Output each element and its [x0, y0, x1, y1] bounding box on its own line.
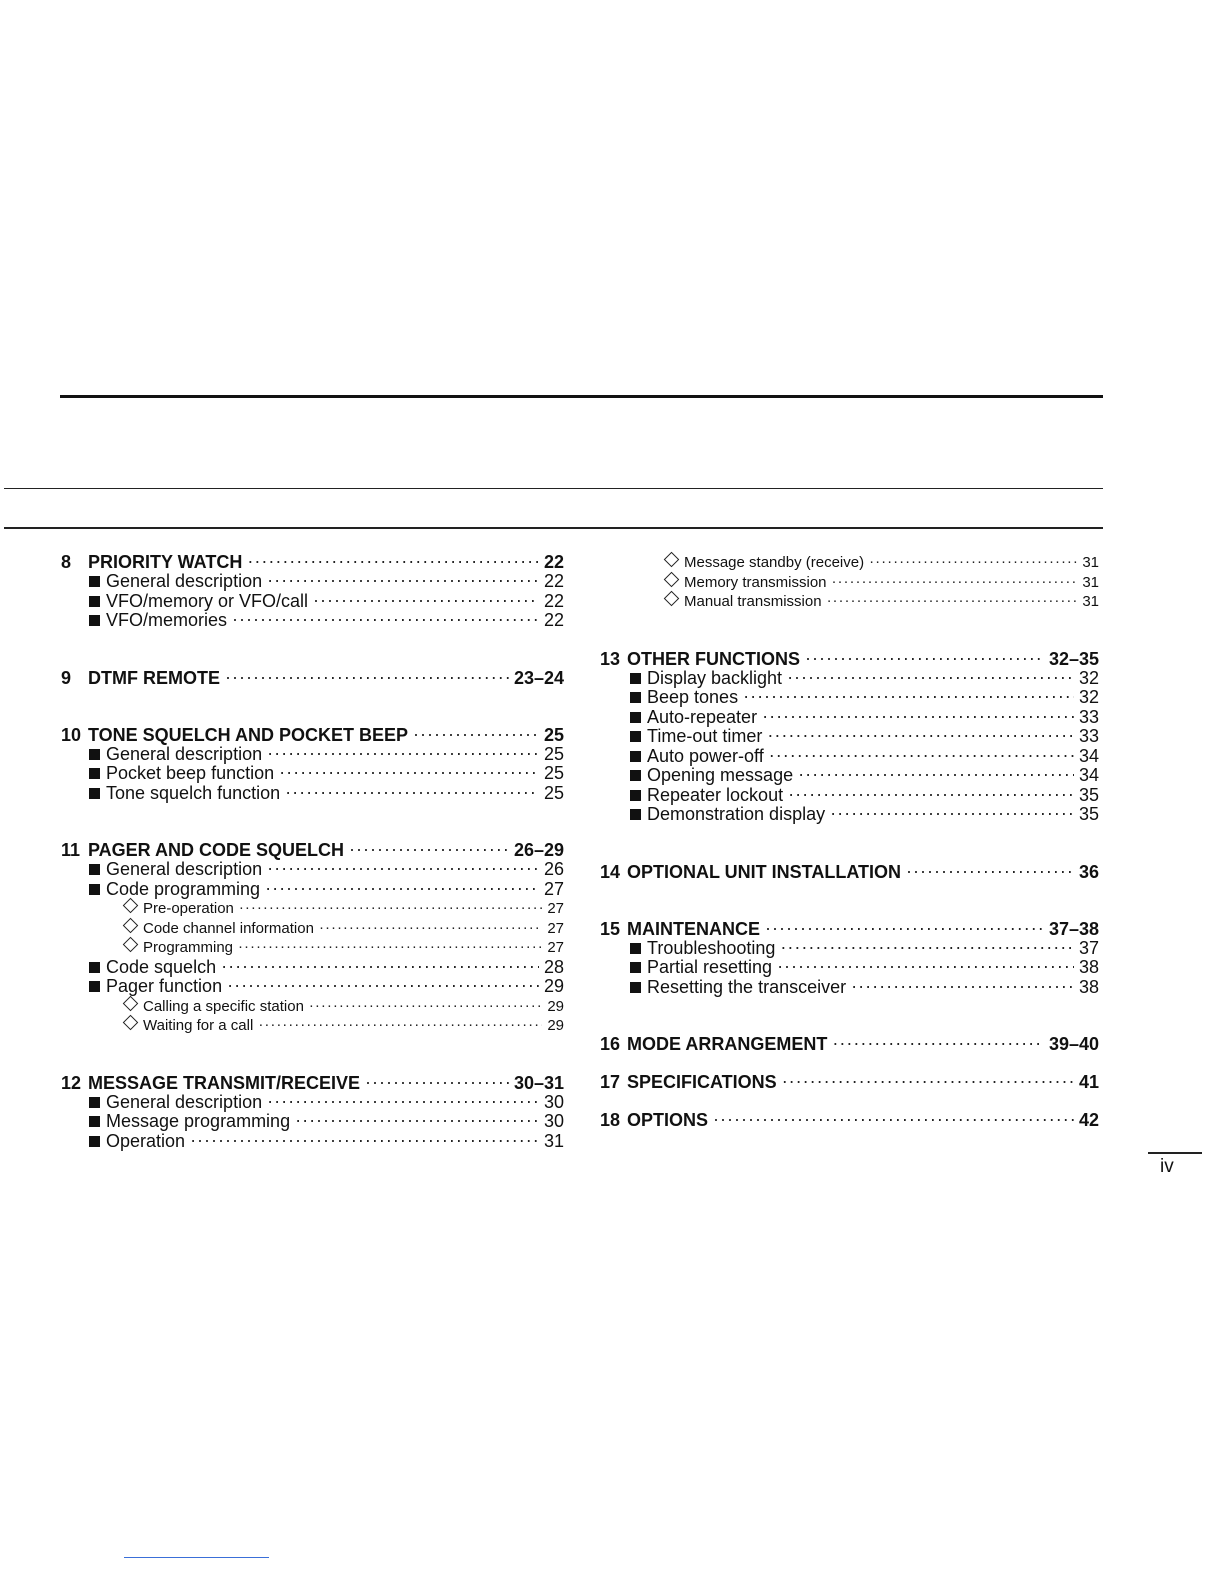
toc-entry[interactable]	[600, 978, 1099, 998]
dot-leader	[309, 996, 542, 1011]
toc-section-13	[600, 650, 1099, 825]
page-number: 35	[1078, 784, 1099, 805]
square-bullet-icon	[89, 596, 100, 607]
diamond-bullet-icon	[664, 552, 680, 568]
toc-entry[interactable]	[61, 1132, 564, 1152]
page-number: 31	[1082, 573, 1099, 591]
square-bullet-icon	[630, 673, 641, 684]
square-bullet-icon	[630, 712, 641, 723]
section-title: MESSAGE TRANSMIT/RECEIVE	[88, 1072, 361, 1093]
page-number: 29	[547, 997, 564, 1015]
toc-entry[interactable]	[600, 688, 1099, 708]
toc-subentry[interactable]	[600, 573, 1099, 593]
dot-leader	[267, 1092, 539, 1110]
dot-leader	[232, 610, 539, 628]
toc-entry[interactable]	[600, 747, 1099, 767]
toc-section-9	[61, 669, 564, 688]
folio-rule	[1148, 1152, 1202, 1154]
dot-leader	[349, 840, 509, 858]
page-number: 34	[1078, 765, 1099, 785]
page-number: 29	[547, 1017, 564, 1034]
section-number: 18	[600, 1110, 621, 1130]
diamond-bullet-icon	[123, 937, 139, 953]
page-number: 39–40	[1048, 1034, 1099, 1054]
toc-entry[interactable]	[600, 805, 1099, 825]
toc-entry[interactable]	[61, 860, 564, 880]
entry-label: Message standby (receive)	[684, 554, 865, 571]
toc-entry[interactable]	[61, 611, 564, 631]
section-number: 11	[61, 840, 81, 860]
dot-leader	[221, 957, 539, 975]
page-number: 32–35	[1048, 648, 1099, 669]
toc-entry[interactable]	[61, 784, 564, 804]
toc-heading[interactable]	[61, 726, 564, 745]
dot-leader	[851, 977, 1074, 995]
diamond-bullet-icon	[664, 571, 680, 587]
diamond-bullet-icon	[123, 995, 139, 1011]
page-number: 42	[1078, 1110, 1099, 1130]
page-number: 26–29	[513, 840, 564, 860]
page-number: 41	[1078, 1072, 1099, 1092]
page-number: 27	[547, 900, 564, 917]
toc-entry[interactable]	[600, 727, 1099, 747]
diamond-bullet-icon	[123, 898, 139, 914]
page-number: 31	[1082, 593, 1099, 610]
entry-label: Pager function	[106, 976, 223, 996]
entry-label: Message programming	[106, 1111, 291, 1131]
entry-label: Resetting the transceiver	[647, 976, 847, 997]
dot-leader	[267, 571, 539, 589]
toc-entry[interactable]	[600, 708, 1099, 728]
toc-heading[interactable]	[61, 1074, 564, 1093]
entry-label: Demonstration display	[647, 804, 826, 824]
entry-label: General description	[106, 1091, 263, 1112]
toc-section-17	[600, 1073, 1099, 1092]
page-number: 25	[543, 782, 564, 803]
page-number: 27	[543, 878, 564, 899]
toc-entry[interactable]	[600, 669, 1099, 689]
page-number: 31	[1082, 554, 1099, 571]
dot-leader	[267, 859, 539, 877]
page-number: 34	[1078, 745, 1099, 766]
dot-leader	[788, 785, 1074, 803]
entry-label: Pocket beep function	[106, 763, 275, 783]
page-number: 27	[547, 939, 564, 956]
entry-label: Operation	[106, 1130, 186, 1151]
dot-leader	[190, 1131, 539, 1149]
toc-heading[interactable]	[61, 669, 564, 688]
page-number: 33	[1078, 726, 1099, 746]
square-bullet-icon	[630, 790, 641, 801]
toc-subentry[interactable]	[600, 592, 1099, 612]
entry-label: Tone squelch function	[106, 782, 281, 803]
dot-leader	[798, 765, 1074, 783]
toc-left-column	[61, 553, 564, 1151]
toc-entry[interactable]	[61, 764, 564, 784]
toc-section-10	[61, 726, 564, 804]
section-number: 17	[600, 1072, 621, 1092]
section-number: 12	[61, 1072, 82, 1093]
toc-subentry[interactable]	[61, 899, 564, 919]
page-number: 25	[543, 763, 564, 783]
dot-leader	[239, 898, 542, 913]
dot-leader	[267, 744, 539, 762]
page-number: 25	[543, 743, 564, 764]
entry-label: VFO/memories	[106, 610, 228, 630]
toc-subentry[interactable]	[61, 938, 564, 958]
entry-label: Display backlight	[647, 667, 783, 688]
entry-label: Repeater lockout	[647, 784, 784, 805]
dot-leader	[832, 572, 1078, 587]
section-number: 15	[600, 918, 621, 939]
page-number: 32	[1078, 667, 1099, 688]
dot-leader	[869, 552, 1077, 567]
square-bullet-icon	[630, 943, 641, 954]
entry-label: Opening message	[647, 765, 794, 785]
toc-entry[interactable]	[61, 572, 564, 592]
toc-heading[interactable]	[600, 650, 1099, 669]
square-bullet-icon	[630, 692, 641, 703]
entry-label: Calling a specific station	[143, 997, 304, 1015]
dot-leader	[225, 668, 509, 686]
entry-label: Manual transmission	[684, 593, 822, 610]
page-number: 22	[543, 552, 564, 572]
square-bullet-icon	[89, 615, 100, 626]
toc-entry[interactable]	[61, 1112, 564, 1132]
toc-entry[interactable]	[61, 592, 564, 612]
entry-label: Code channel information	[143, 919, 314, 937]
page-number: 30–31	[513, 1072, 564, 1093]
entry-label: Time-out timer	[647, 726, 763, 746]
dot-leader	[805, 649, 1044, 667]
dot-leader	[767, 726, 1074, 744]
dot-leader	[713, 1110, 1074, 1128]
page-number: 38	[1078, 976, 1099, 997]
square-bullet-icon	[89, 1136, 100, 1147]
dot-leader	[285, 783, 539, 801]
page-number: 32	[1078, 687, 1099, 707]
page-number: 26	[543, 859, 564, 879]
toc-entry[interactable]	[600, 786, 1099, 806]
page-number: 30	[543, 1091, 564, 1112]
page-number: 30	[543, 1111, 564, 1131]
dot-leader	[743, 687, 1074, 705]
dot-leader	[780, 938, 1074, 956]
toc-heading[interactable]	[61, 841, 564, 860]
section-title: MAINTENANCE	[627, 918, 760, 939]
entry-label: Code programming	[106, 878, 261, 899]
page-number: 28	[543, 956, 564, 977]
toc-section-8	[61, 553, 564, 631]
dot-leader	[827, 591, 1078, 606]
square-bullet-icon	[89, 749, 100, 760]
square-bullet-icon	[89, 864, 100, 875]
toc-heading[interactable]	[600, 920, 1099, 939]
dot-leader	[782, 1072, 1074, 1090]
dot-leader	[295, 1111, 539, 1129]
page-number: 38	[1078, 957, 1099, 977]
section-number: 10	[61, 724, 82, 745]
entry-label: General description	[106, 571, 263, 591]
square-bullet-icon	[89, 1097, 100, 1108]
entry-label: Pre-operation	[143, 900, 234, 917]
dot-leader	[365, 1073, 509, 1091]
entry-label: Troubleshooting	[647, 937, 776, 958]
dot-leader	[319, 918, 542, 933]
page-number: 22	[543, 610, 564, 630]
toc-section-15	[600, 920, 1099, 998]
page-number: 25	[543, 724, 564, 745]
section-number: 16	[600, 1034, 621, 1054]
dot-leader	[265, 879, 539, 897]
diamond-bullet-icon	[123, 917, 139, 933]
toc-entry[interactable]	[61, 977, 564, 997]
page-number: 35	[1078, 804, 1099, 824]
toc-entry[interactable]	[61, 745, 564, 765]
square-bullet-icon	[89, 981, 100, 992]
section-title: TONE SQUELCH AND POCKET BEEP	[88, 724, 409, 745]
square-bullet-icon	[630, 731, 641, 742]
entry-label: General description	[106, 859, 263, 879]
top-rule	[60, 395, 1103, 398]
page-number: 23–24	[513, 667, 564, 688]
square-bullet-icon	[89, 1116, 100, 1127]
entry-label: Programming	[143, 939, 234, 956]
square-bullet-icon	[630, 770, 641, 781]
page-number: 31	[543, 1130, 564, 1151]
square-bullet-icon	[630, 809, 641, 820]
middle-rule	[4, 488, 1103, 489]
page-number: 22	[543, 571, 564, 591]
toc-section-12	[61, 1074, 564, 1152]
section-title: OPTIONS	[627, 1110, 709, 1130]
diamond-bullet-icon	[123, 1015, 139, 1031]
dot-leader	[765, 919, 1044, 937]
dot-leader	[227, 976, 539, 994]
dot-leader	[238, 937, 542, 952]
dot-leader	[762, 707, 1074, 725]
section-title: MODE ARRANGEMENT	[627, 1034, 828, 1054]
square-bullet-icon	[89, 576, 100, 587]
toc-entry[interactable]	[600, 766, 1099, 786]
entry-label: VFO/memory or VFO/call	[106, 590, 309, 611]
dot-leader	[777, 957, 1074, 975]
dot-leader	[787, 668, 1074, 686]
dot-leader	[279, 763, 539, 781]
dot-leader	[258, 1015, 542, 1030]
square-bullet-icon	[89, 768, 100, 779]
square-bullet-icon	[89, 962, 100, 973]
entry-label: Code squelch	[106, 956, 217, 977]
entry-label: Waiting for a call	[143, 1017, 254, 1034]
page-number: 37	[1078, 937, 1099, 958]
entry-label: General description	[106, 743, 263, 764]
section-title: OTHER FUNCTIONS	[627, 648, 800, 669]
toc-heading[interactable]	[61, 553, 564, 572]
page-number: 37–38	[1048, 918, 1099, 939]
toc-subentry[interactable]	[61, 997, 564, 1017]
entry-label: Beep tones	[647, 687, 739, 707]
toc-subentry[interactable]	[61, 1016, 564, 1036]
toc-subentry[interactable]	[61, 919, 564, 939]
toc-entry[interactable]	[61, 880, 564, 900]
section-number: 8	[61, 552, 72, 572]
entry-label: Auto power-off	[647, 745, 764, 766]
lower-rule	[4, 527, 1103, 529]
entry-label: Partial resetting	[647, 957, 773, 977]
dot-leader	[313, 591, 539, 609]
diamond-bullet-icon	[664, 591, 680, 607]
page-number: 29	[543, 976, 564, 996]
square-bullet-icon	[89, 788, 100, 799]
toc-section-16	[600, 1035, 1099, 1054]
toc-section-18	[600, 1111, 1099, 1130]
section-title: DTMF REMOTE	[88, 667, 220, 688]
section-number: 9	[61, 667, 72, 688]
dot-leader	[832, 1034, 1044, 1052]
dot-leader	[247, 552, 539, 570]
toc-subentry[interactable]	[600, 553, 1099, 573]
section-number: 13	[600, 648, 621, 669]
toc-entry[interactable]	[61, 1093, 564, 1113]
dot-leader	[830, 804, 1074, 822]
square-bullet-icon	[630, 982, 641, 993]
toc-entry[interactable]	[61, 958, 564, 978]
toc-heading[interactable]	[600, 1073, 1099, 1092]
entry-label: Auto-repeater	[647, 706, 758, 727]
page-number: 27	[547, 919, 564, 937]
toc-heading[interactable]	[600, 1035, 1099, 1054]
page-number: 22	[543, 590, 564, 611]
section-number: 14	[600, 861, 621, 882]
toc-continued-entries	[600, 553, 1099, 612]
toc-heading[interactable]	[600, 863, 1099, 882]
section-title: SPECIFICATIONS	[627, 1072, 777, 1092]
dot-leader	[769, 746, 1074, 764]
toc-right-column	[600, 553, 1099, 1130]
square-bullet-icon	[630, 751, 641, 762]
section-title: PAGER AND CODE SQUELCH	[88, 840, 345, 860]
square-bullet-icon	[89, 884, 100, 895]
footer-link-underline	[124, 1557, 269, 1558]
toc-section-14	[600, 863, 1099, 882]
toc-entry[interactable]	[600, 939, 1099, 959]
page-number: 33	[1078, 706, 1099, 727]
page-number: 36	[1078, 861, 1099, 882]
section-title: OPTIONAL UNIT INSTALLATION	[627, 861, 901, 882]
dot-leader	[413, 725, 539, 743]
toc-heading[interactable]	[600, 1111, 1099, 1130]
toc-entry[interactable]	[600, 958, 1099, 978]
section-title: PRIORITY WATCH	[88, 552, 243, 572]
dot-leader	[906, 862, 1074, 880]
toc-section-11	[61, 841, 564, 1036]
square-bullet-icon	[630, 962, 641, 973]
entry-label: Memory transmission	[684, 573, 827, 591]
page-folio: iv	[1160, 1156, 1174, 1177]
